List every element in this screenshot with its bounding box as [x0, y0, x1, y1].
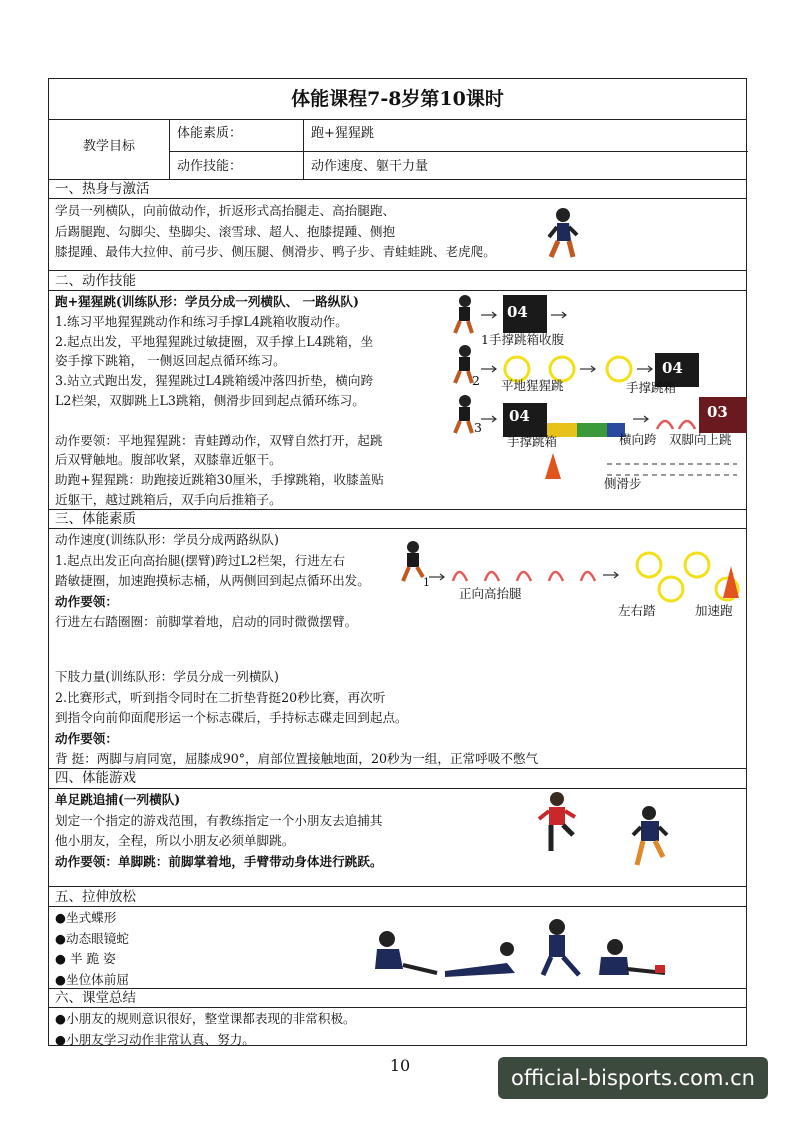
- watermark-badge: official-bisports.com.cn: [498, 1057, 768, 1099]
- text-line: 膝提踵、最伟大拉伸、前弓步、侧压腿、侧滑步、鸭子步、青蛙蛙跳、老虎爬。: [55, 244, 496, 259]
- text-line: 背 挺：两脚与肩同宽，屈膝成90°，肩部位置接触地面，20秒为一组，正常呼吸不憋气: [55, 751, 539, 766]
- section-heading-game: 四、体能游戏: [55, 770, 136, 786]
- goal-value-skill: 动作速度、躯干力量: [311, 159, 429, 174]
- figure-label: 平地猩猩跳: [501, 378, 564, 393]
- stretch-illustration: [367, 913, 671, 985]
- figure-number: 3: [474, 420, 482, 435]
- text-line: 他小朋友，全程，所以小朋友必须单脚跳。: [55, 833, 295, 848]
- sit-reach-figure: [599, 939, 665, 975]
- goal-label: 教学目标: [82, 139, 135, 154]
- warmup-text: [55, 201, 496, 263]
- section-heading-summary: 六、课堂总结: [55, 990, 136, 1006]
- text-line: [55, 411, 384, 431]
- text-line: 动作要领：单脚跳：前脚掌着地，手臂带动身体进行跳跃。: [55, 853, 383, 869]
- text-line: 2.比赛形式，听到指令同时在二折垫背挺20秒比赛，再次听: [55, 689, 386, 705]
- list-item: ●坐位体前屈: [55, 971, 129, 987]
- box-number: 03: [707, 403, 728, 421]
- text-line: 近躯干，越过跳箱后，双手向后推箱子。: [55, 491, 282, 507]
- text-line: 助跑+猩猩跳：助跑接近跳箱30厘米，手撑跳箱，收膝盖贴: [55, 472, 384, 488]
- kid-icon: [455, 395, 472, 433]
- speed-diagram: [397, 537, 745, 621]
- text-line: 动作速度(训练队形：学员分成两路纵队): [55, 532, 279, 547]
- text-line: 到指令向前仰面爬形运一个标志碟后，手持标志碟走回到起点。: [55, 710, 408, 725]
- runner-illustration: [545, 207, 579, 265]
- text-line: 行进左右踏圈圈：前脚掌着地，启动的同时微微摆臂。: [55, 614, 358, 629]
- divider: [49, 906, 746, 907]
- lesson-title: 体能课程7-8岁第10课时: [49, 79, 746, 120]
- fitness-strength-text: [55, 667, 538, 770]
- text-line: 学员一列横队，向前做动作，折返形式高抬腿走、高抬腿跑、: [55, 203, 396, 218]
- skills-diagram: [447, 289, 747, 489]
- skills-text: [55, 292, 384, 510]
- section-heading-skills: 二、动作技能: [55, 273, 136, 289]
- text-line: 后双臂触地。腹部收紧，双膝靠近躯干。: [55, 452, 282, 468]
- box-number: 04: [662, 359, 683, 377]
- figure-label: 手撑跳箱: [626, 380, 677, 395]
- cone-icon: [719, 564, 743, 602]
- goal-key-fitness: 体能素质：: [177, 126, 243, 141]
- ring-icon: [637, 553, 661, 577]
- divider: [49, 270, 746, 271]
- list-item: ●小朋友学习动作非常认真、努力。: [55, 1031, 255, 1047]
- butterfly-stretch-figure: [375, 931, 437, 973]
- text-line: 踏敏捷圈，加速跑摸标志桶，从两侧回到起点循环出发。: [55, 573, 370, 588]
- kid-icon: [455, 295, 472, 333]
- text-line: 跑+猩猩跳(训练队形：学员分成一列横队、 一路纵队): [55, 294, 359, 309]
- text-line: 1.起点出发正向高抬腿(摆臂)跨过L2栏架，行进左右: [55, 552, 346, 568]
- divider: [49, 528, 746, 529]
- figure-number: 2: [472, 373, 480, 388]
- text-line: 划定一个指定的游戏范围，有教练指定一个小朋友去追捕其: [55, 812, 383, 828]
- figure-number: 1: [423, 576, 430, 589]
- page-number: 10: [389, 1056, 411, 1075]
- kid-icon: [455, 345, 472, 383]
- divider: [49, 179, 746, 180]
- figure-label: 左右踏: [618, 603, 656, 618]
- divider: [49, 988, 746, 989]
- half-kneel-figure: [543, 919, 579, 975]
- chasing-kid-illustration: [631, 805, 671, 871]
- list-item: ● 半 跪 姿: [55, 951, 116, 966]
- text-line: 1.练习平地猩猩跳动作和练习手撑L4跳箱收腹动作。: [55, 313, 348, 329]
- text-line: 下肢力量(训练队形：学员分成一列横队): [55, 669, 279, 684]
- figure-label: 手撑跳箱: [507, 434, 558, 449]
- kid-icon: [403, 541, 423, 581]
- text-line: 3.站立式跑出发，猩猩跳过L4跳箱缓冲落四折垫，横向跨: [55, 373, 374, 389]
- stretch-list: [55, 908, 129, 990]
- summary-list: [55, 1009, 356, 1050]
- ring-icon: [685, 553, 709, 577]
- lesson-sheet: [48, 78, 747, 1046]
- ring-icon: [659, 577, 683, 601]
- section-heading-warmup: 一、热身与激活: [55, 181, 150, 197]
- divider: [49, 198, 746, 199]
- figure-label: 横向跨: [619, 432, 657, 447]
- text-line: 动作要领：平地猩猩跳：青蛙蹲动作，双臂自然打开，起跳: [55, 432, 383, 448]
- list-item: ●坐式蝶形: [55, 910, 117, 925]
- section-heading-stretch: 五、拉伸放松: [55, 889, 136, 905]
- divider: [303, 119, 304, 179]
- box-number: 04: [509, 407, 530, 425]
- divider: [49, 886, 746, 887]
- list-item: ●动态眼镜蛇: [55, 930, 129, 946]
- cobra-stretch-figure: [445, 942, 515, 977]
- text-line: 后踢腿跑、勾脚尖、垫脚尖、滚雪球、超人、抱膝提踵、侧抱: [55, 223, 396, 239]
- fitness-speed-text: [55, 530, 370, 633]
- list-item: ●小朋友的规则意识很好，整堂课都表现的非常积极。: [55, 1011, 356, 1026]
- goal-value-fitness: 跑+猩猩跳: [311, 126, 374, 141]
- text-line: L2栏架，双脚跳上L3跳箱，侧滑步回到起点循环练习。: [55, 392, 365, 408]
- section-heading-fitness: 三、体能素质: [55, 511, 136, 527]
- divider: [49, 788, 746, 789]
- divider: [49, 1007, 746, 1008]
- goal-key-skill: 动作技能：: [177, 159, 243, 174]
- hurdle-icon: [453, 572, 595, 581]
- figure-label: 正向高抬腿: [459, 586, 522, 601]
- cone-icon: [545, 453, 561, 479]
- text-line: 姿手撑下跳箱， 一侧返回起点循环练习。: [55, 353, 286, 369]
- text-line: 单足跳追捕(一列横队): [55, 792, 181, 807]
- hopping-kid-illustration: [537, 791, 577, 857]
- text-line: 动作要领：: [55, 593, 118, 609]
- box-number: 04: [507, 303, 528, 321]
- figure-label: 1手撑跳箱收腹: [481, 332, 564, 347]
- divider: [169, 119, 170, 179]
- divider: [169, 151, 748, 152]
- game-text: [55, 790, 382, 872]
- figure-label: 加速跑: [695, 603, 733, 618]
- figure-label: 侧滑步: [604, 476, 642, 491]
- figure-label: 双脚向上跳: [669, 432, 732, 447]
- text-line: 动作要领：: [55, 730, 118, 746]
- text-line: 2.起点出发，平地猩猩跳过敏捷圈，双手撑上L4跳箱，坐: [55, 333, 374, 349]
